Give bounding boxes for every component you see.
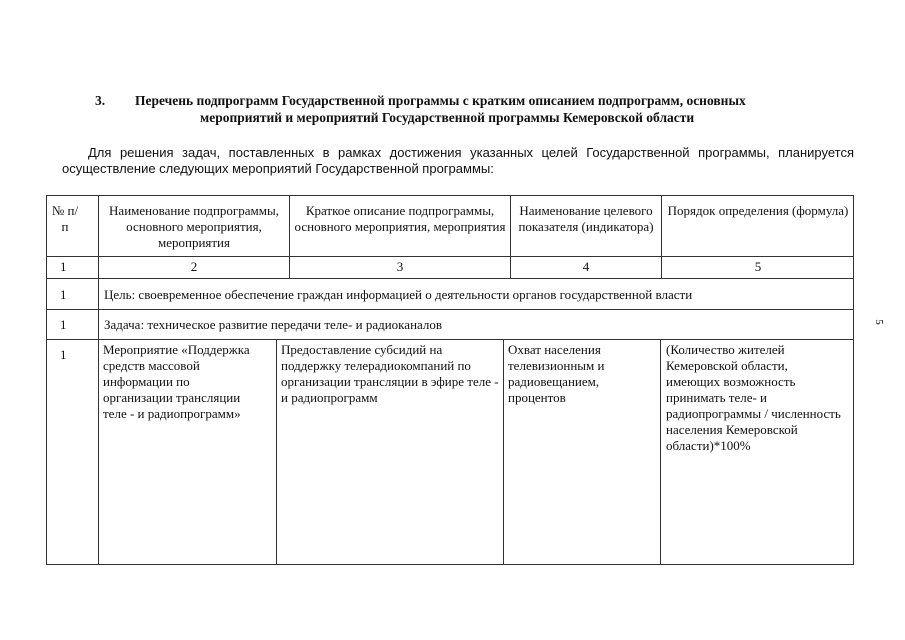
goal-row-num: 1 — [60, 287, 67, 302]
header-num: № п/п — [51, 203, 79, 234]
section-title-line2: мероприятий и мероприятий Государственной программы Кемеровской области — [200, 110, 695, 125]
measure-row-num: 1 — [60, 347, 67, 362]
column-number-3: 3 — [396, 259, 404, 274]
header-formula: Порядок определения (формула) — [667, 203, 849, 218]
section-title-line1: Перечень подпрограмм Государственной программы с кратким описанием подпрограмм, основных — [135, 93, 746, 108]
task-row-num: 1 — [60, 317, 67, 332]
column-number-4: 4 — [582, 259, 590, 274]
intro-paragraph — [62, 145, 854, 177]
measure-name: Мероприятие «Поддержка средств массовой информации по организации трансляции теле - и радиопрограмм» — [103, 342, 250, 421]
task-row-text: Задача: техническое развитие передачи теле- и радиоканалов — [104, 317, 443, 332]
column-number-1: 1 — [60, 259, 67, 274]
header-description: Краткое описание подпрограммы, основного мероприятия, мероприятия — [294, 203, 506, 234]
measure-formula: (Количество жителей Кемеровской области, имеющих возможность принимать теле- и радиопрограммы / численность населения Кемеровской области)*100% — [666, 342, 841, 453]
measure-description: Предоставление субсидий на поддержку телерадиокомпаний по организации трансляции в эфире теле - и радиопрограмм — [281, 342, 499, 405]
column-number-5: 5 — [754, 259, 762, 274]
goal-row-text: Цель: своевременное обеспечение граждан информацией о деятельности органов государственной власти — [104, 287, 693, 302]
intro-text: Для решения задач, поставленных в рамках достижения указанных целей Государственной программы, планируется осуществление следующих мероприятий Государственной программы: — [62, 145, 854, 176]
column-number-2: 2 — [190, 259, 198, 274]
page-number: 5 — [872, 319, 885, 325]
header-name: Наименование подпрограммы, основного мероприятия, мероприятия — [109, 203, 279, 250]
header-indicator: Наименование целевого показателя (индикатора) — [518, 203, 654, 234]
section-number: 3. — [95, 93, 106, 108]
measure-indicator: Охват населения телевизионным и радиовещанием, процентов — [508, 342, 605, 405]
